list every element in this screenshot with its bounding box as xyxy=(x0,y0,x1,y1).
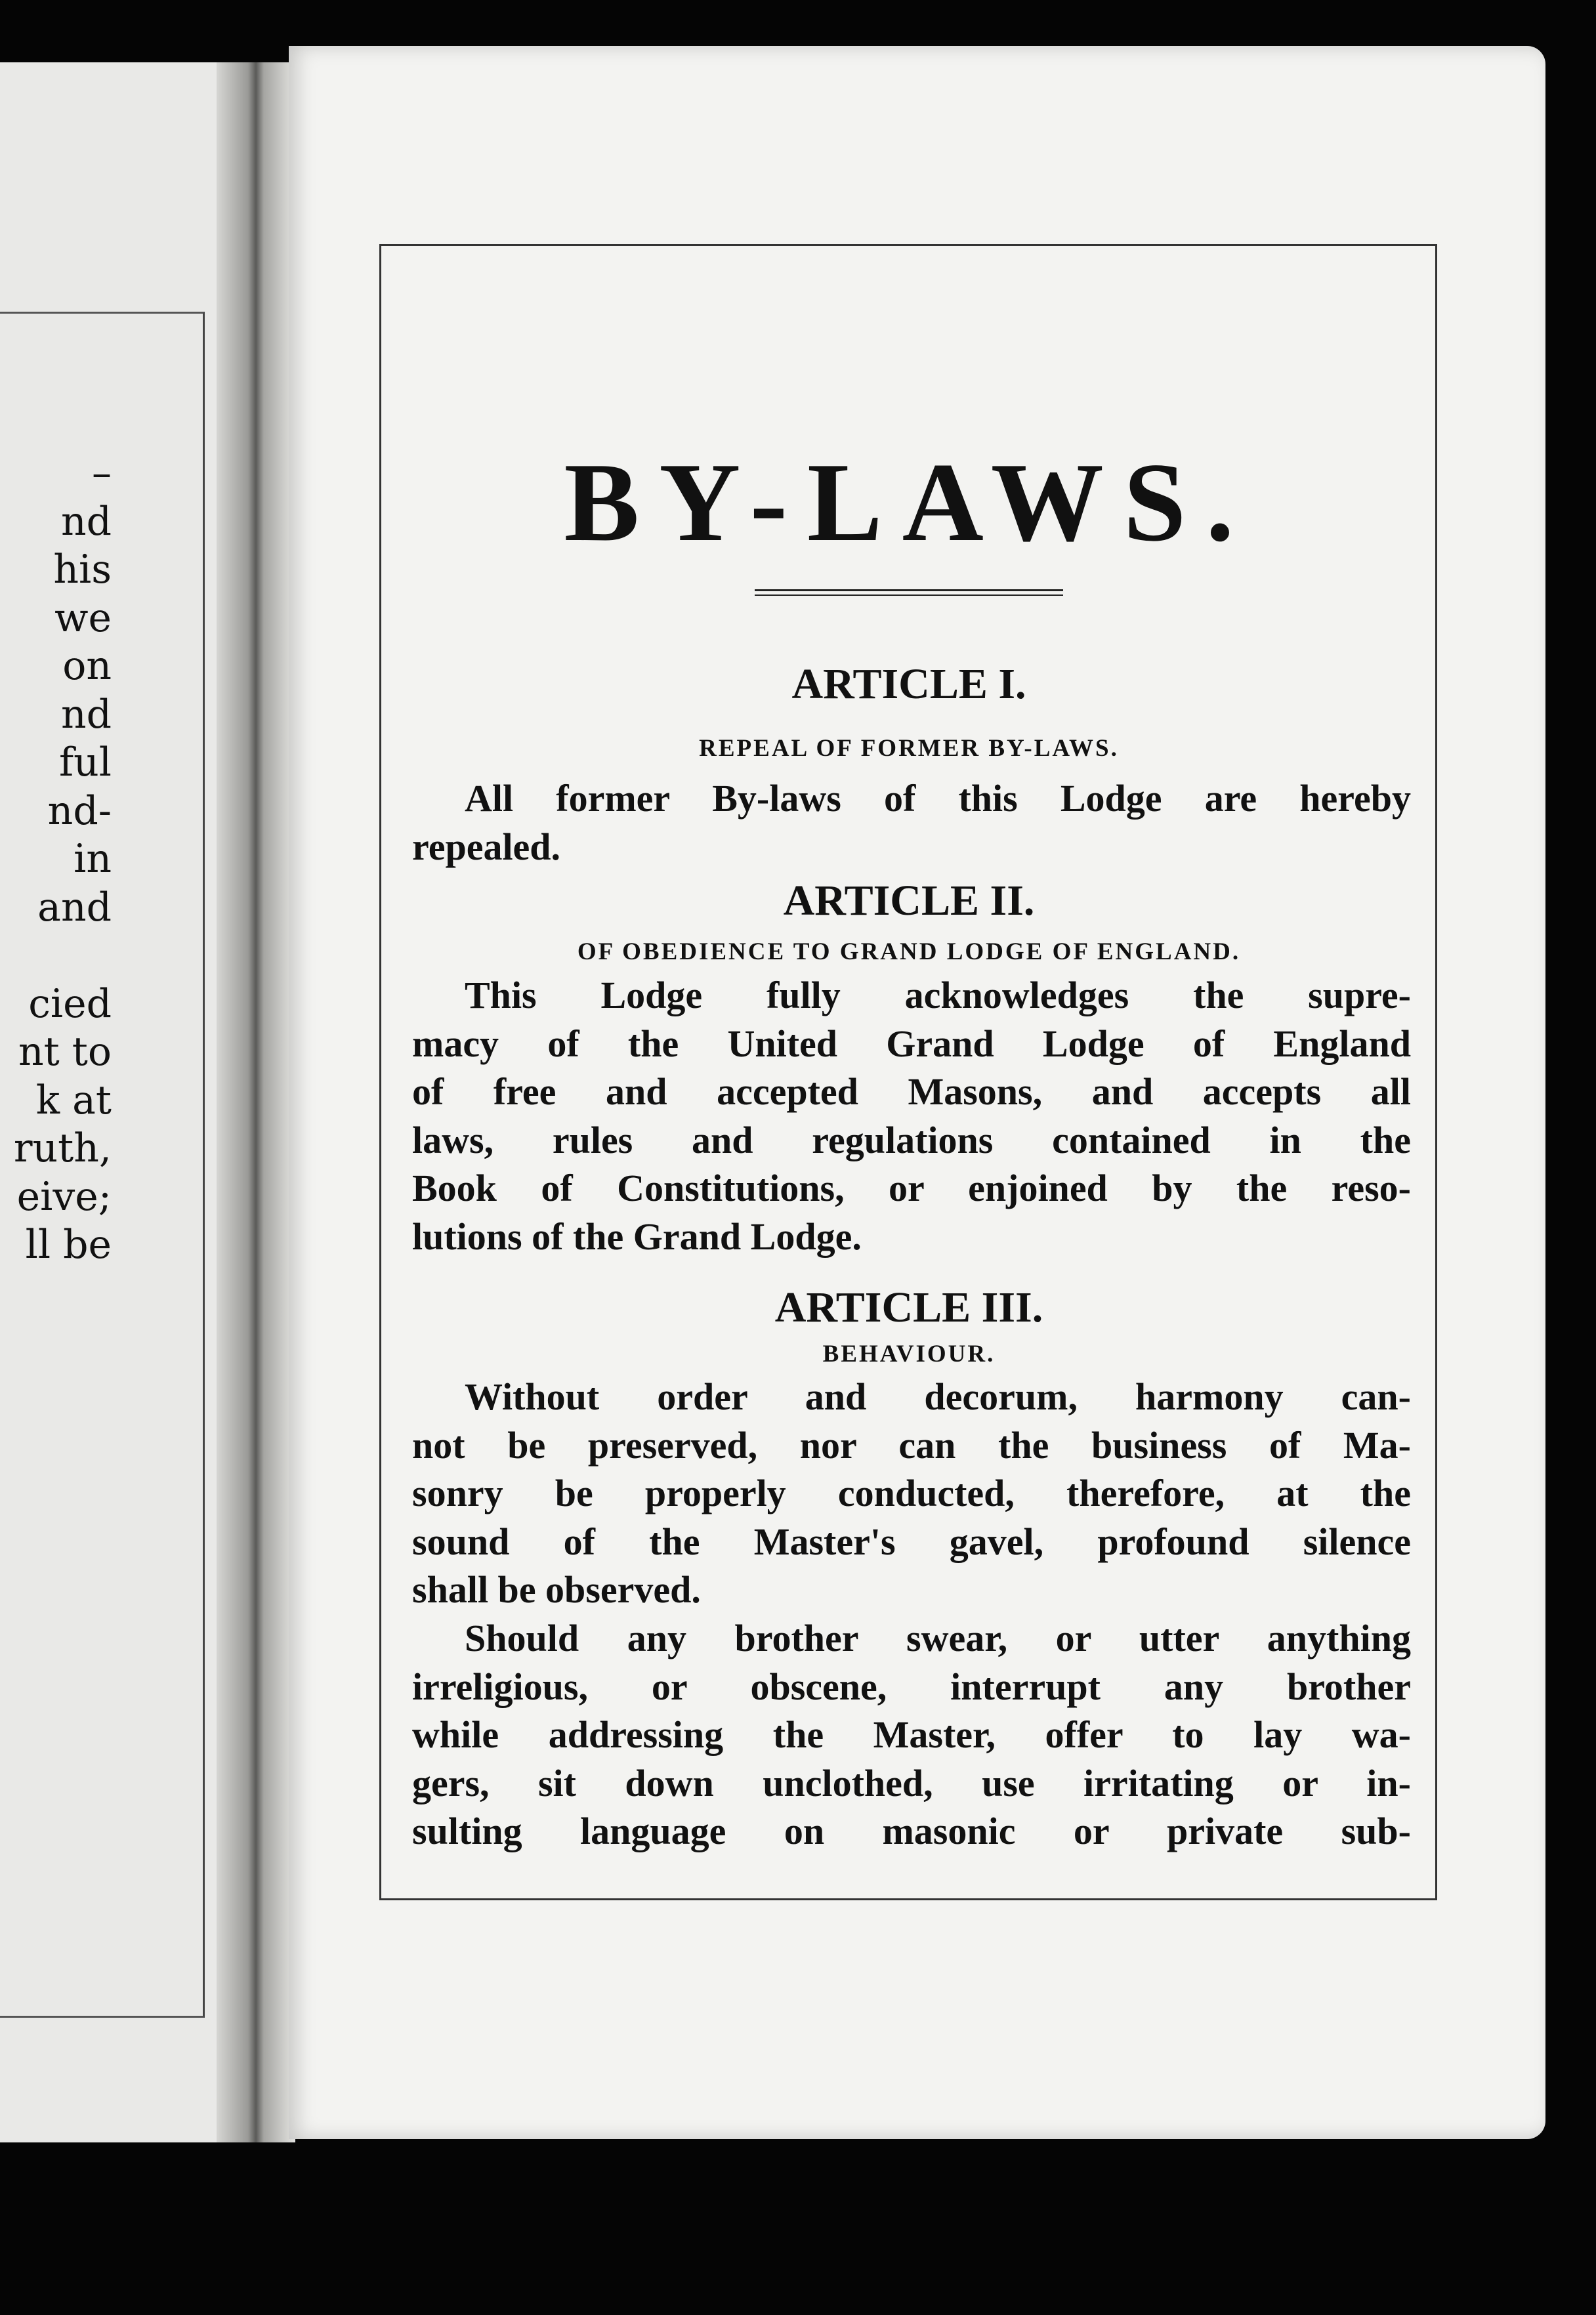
text-line: lutions of the Grand Lodge. xyxy=(412,1215,862,1258)
left-fragment: ll be xyxy=(25,1222,112,1268)
text-line: not be preserved, nor can the business of Ma- xyxy=(412,1423,1411,1467)
article-3-paragraph-2 xyxy=(412,1614,1411,1856)
title-divider xyxy=(755,589,1063,596)
article-3-paragraph-1 xyxy=(412,1373,1411,1614)
left-fragment: nt to xyxy=(18,1029,112,1075)
text-line: macy of the United Grand Lodge of England xyxy=(412,1022,1411,1065)
article-2-subheading: OF OBEDIENCE TO GRAND LODGE OF ENGLAND. xyxy=(577,938,1241,965)
left-fragment: and xyxy=(37,884,112,930)
page-title: BY-LAWS. xyxy=(564,440,1254,565)
article-3-heading: ARTICLE III. xyxy=(774,1283,1043,1331)
left-page-text-fragments xyxy=(0,449,112,1270)
left-fragment: nd- xyxy=(47,787,112,834)
book-gutter xyxy=(217,62,295,2142)
left-fragment: on xyxy=(62,643,112,689)
article-2-paragraph xyxy=(412,971,1411,1261)
left-fragment-gap xyxy=(0,932,112,980)
left-fragment: cied xyxy=(28,980,112,1027)
text-line: gers, sit down unclothed, use irritating or in- xyxy=(412,1761,1411,1804)
text-line: of free and accepted Masons, and accepts all xyxy=(412,1070,1411,1113)
left-fragment: ruth, xyxy=(13,1125,112,1171)
text-line: irreligious, or obscene, interrupt any brother xyxy=(412,1665,1411,1708)
article-1-paragraph xyxy=(412,774,1411,871)
text-line: shall be observed. xyxy=(412,1568,701,1611)
text-line: sound of the Master's gavel, profound silence xyxy=(412,1520,1411,1563)
article-3-subheading: BEHAVIOUR. xyxy=(822,1341,996,1367)
left-fragment: ful xyxy=(58,740,112,785)
text-line: while addressing the Master, offer to lay wa- xyxy=(412,1713,1411,1756)
text-line: All former By-laws of this Lodge are hereby xyxy=(465,777,1411,820)
text-line: sonry be properly conducted, therefore, at the xyxy=(412,1472,1411,1514)
article-1-heading: ARTICLE I. xyxy=(791,660,1026,708)
text-line: laws, rules and regulations contained in the xyxy=(412,1118,1411,1161)
left-fragment: k at xyxy=(35,1077,112,1123)
left-fragment: his xyxy=(53,547,112,593)
text-line: Book of Constitutions, or enjoined by the reso- xyxy=(412,1167,1411,1209)
left-fragment: in xyxy=(74,836,112,882)
text-line: This Lodge fully acknowledges the supre- xyxy=(465,974,1411,1016)
text-line: Without order and decorum, harmony can- xyxy=(465,1375,1411,1418)
left-fragment: nd xyxy=(60,498,112,545)
article-2-heading: ARTICLE II. xyxy=(783,877,1035,925)
text-line: Should any brother swear, or utter anything xyxy=(465,1617,1411,1659)
article-1-subheading: REPEAL OF FORMER BY-LAWS. xyxy=(699,735,1119,762)
left-fragment: – xyxy=(92,450,112,496)
text-line: repealed. xyxy=(412,825,561,868)
left-fragment: we xyxy=(54,594,112,641)
text-line: sulting language on masonic or private sub- xyxy=(412,1810,1411,1852)
left-fragment: nd xyxy=(60,691,112,738)
left-fragment: eive; xyxy=(16,1173,112,1220)
